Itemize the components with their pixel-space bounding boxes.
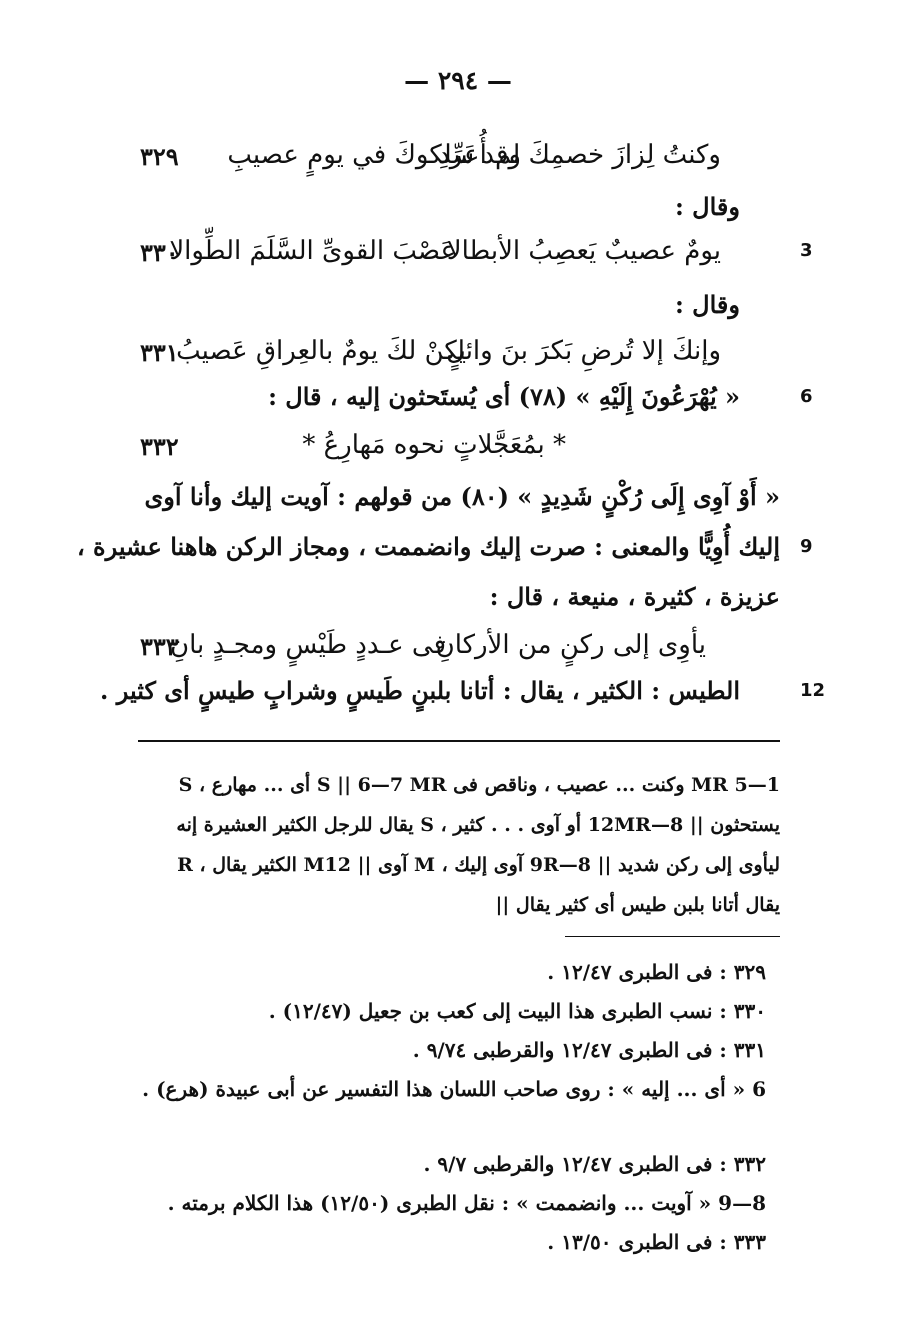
line-number-6: 6 — [800, 386, 813, 407]
verse-331-second-hemistich: يكنْ لكَ يومٌ بالعِراقِ عَصيبُ — [176, 336, 466, 366]
said-label-2: وقال : — [674, 290, 740, 319]
apparatus-line-1: MR 5—1 وكنت ... عصيب ، وناقص فى S || 6—7 MR أى ... مهارع ، S — [178, 774, 780, 796]
verse-330-second-hemistich: عَصْبَ القوىِّ السَّلَمَ الطِّوالا — [169, 236, 456, 266]
verse-330-first-hemistich: يومٌ عصيبٌ يَعصِبُ الأبطالا — [446, 236, 721, 266]
commentary-line-9: إليك أُوِيًّا والمعنى : صرت إليك وانضممت ، ومجاز الركن هاهنا عشيرة ، — [76, 532, 780, 561]
note-line-6: 6 « أى ... إليه » : روى صاحب اللسان هذا التفسير عن أبى عبيدة (هرع) . — [142, 1077, 766, 1101]
note-330: ٣٣٠ : نسب الطبرى هذا البيت إلى كعب بن جعيل (١٢/٤٧) . — [268, 999, 766, 1023]
verse-333-number: ٣٣٣ — [140, 632, 179, 661]
verse-332: * بمُعَجَّلاتٍ نحوه مَهارِعُ * — [302, 430, 566, 460]
commentary-line-6: « يُهْرَعُونَ إِلَيْهِ » (٧٨) أى يُستَحثون إليه ، قال : — [268, 382, 740, 411]
commentary-line-10: عزيزة ، كثيرة ، منيعة ، قال : — [489, 582, 780, 611]
verse-330-number: ٣٣٠ — [140, 238, 179, 267]
verse-329-first-hemistich: وكنتُ لِزازَ خصمِكَ لم أُعَرِّدِ — [438, 140, 721, 170]
verse-333-first-hemistich: يأوِى إلى ركنٍ من الأركانِ — [435, 630, 706, 660]
page-number: — ٢٩٤ — — [404, 66, 512, 95]
footnote-divider — [138, 740, 780, 742]
verse-331-first-hemistich: وإنكَ إلا تُرضِ بَكرَ بنَ وائلٍ — [446, 336, 721, 366]
note-329: ٣٢٩ : فى الطبرى ١٢/٤٧ . — [547, 960, 766, 984]
commentary-line-7: « أَوْ آوِى إِلَى رُكْنٍ شَدِيدٍ » (٨٠) من قولهم : آويت إليك وأنا آوى — [144, 482, 780, 511]
verse-329-number: ٣٢٩ — [140, 142, 179, 171]
apparatus-line-4: يقال أتانا بلبن طيس أى كثير يقال || — [495, 894, 780, 916]
line-number-3: 3 — [800, 240, 813, 261]
note-332: ٣٣٢ : فى الطبرى ١٢/٤٧ والقرطبى ٩/٧ . — [423, 1152, 766, 1176]
verse-329-second-hemistich: وقد سلكوكَ في يومٍ عصيبِ — [227, 140, 521, 170]
verse-332-number: ٣٣٢ — [140, 432, 179, 461]
notes-divider — [565, 936, 780, 937]
apparatus-line-2: يستحثون || 8—12MR أو آوى . . . كثير ، S يقال للرجل الكثير العشيرة إنه — [176, 814, 780, 836]
line-number-12: 12 — [800, 680, 826, 701]
said-label-1: وقال : — [674, 192, 740, 221]
note-333: ٣٣٣ : فى الطبرى ١٣/٥٠ . — [547, 1230, 766, 1254]
apparatus-line-3: ليأوى إلى ركن شديد || 8—9R آوى إليك ، M آوى || M12 الكثير يقال ، R — [177, 854, 780, 876]
commentary-line-12: الطيس : الكثير ، يقال : أتانا بلبنٍ طَيسٍ وشرابٍ طيسٍ أى كثير . — [100, 676, 740, 705]
verse-331-number: ٣٣١ — [140, 338, 179, 367]
verse-333-second-hemistich: فى عـددٍ طَيْسٍ ومجـدٍ بانِ — [170, 630, 446, 660]
line-number-9: 9 — [800, 536, 813, 557]
note-line-8-9: 8—9 « آويت ... وانضممت » : نقل الطبرى (١٢/٥٠) هذا الكلام برمته . — [167, 1191, 766, 1215]
note-331: ٣٣١ : فى الطبرى ١٢/٤٧ والقرطبى ٩/٧٤ . — [412, 1038, 766, 1062]
